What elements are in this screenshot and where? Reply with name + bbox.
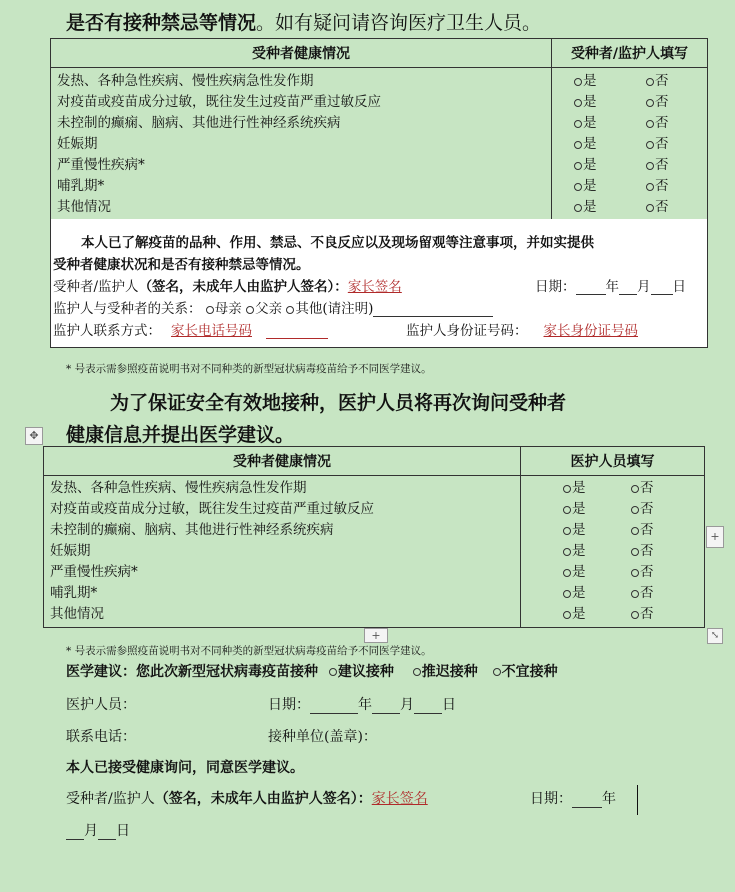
table1-answer-row [552, 155, 707, 176]
move-handle-icon[interactable]: ✥ [25, 427, 43, 445]
advise-vaccinate-radio[interactable]: 建议接种 [329, 661, 394, 681]
day-field[interactable] [651, 294, 673, 295]
yes-radio[interactable]: 是 [563, 541, 631, 562]
yes-radio[interactable]: 是 [563, 562, 631, 583]
consent-statement-2: 受种者健康状况和是否有接种禁忌等情况。 [53, 257, 310, 273]
table2-answer-row [521, 562, 704, 583]
yes-radio[interactable]: 是 [574, 92, 646, 113]
consent-box [50, 219, 708, 348]
table1-conditions [51, 68, 552, 222]
no-radio[interactable]: 否 [646, 197, 669, 218]
consent-signature-field[interactable]: 家长签名 [347, 279, 402, 295]
day-field[interactable] [414, 699, 442, 714]
table2-row: 严重慢性疾病* [50, 564, 138, 580]
radio-circle-icon [563, 590, 571, 598]
intro-line [66, 8, 541, 35]
mother-radio[interactable]: 母亲 [206, 297, 242, 317]
table2-row: 发热、各种急性疾病、慢性疾病急性发作期 [50, 480, 307, 496]
table1-col-right: 受种者/监护人填写 [552, 39, 708, 68]
unit-label: 接种单位(盖章)： [268, 729, 377, 745]
consent-date: 日期： 年 月 日 [535, 279, 686, 295]
contact-label: 联系电话： [66, 729, 136, 745]
radio-circle-icon [631, 569, 639, 577]
table2-row: 其他情况 [50, 606, 104, 622]
table1-answer-row [552, 176, 707, 197]
table1-row: 未控制的癫痫、脑病、其他进行性神经系统疾病 [57, 115, 341, 131]
no-radio[interactable]: 否 [631, 499, 654, 520]
table2-answers [521, 476, 705, 628]
table1-row: 对疫苗或疫苗成分过敏，既往发生过疫苗严重过敏反应 [57, 94, 381, 110]
other-radio[interactable]: 其他(请注明) [286, 297, 373, 317]
table2-answer-row [521, 604, 704, 625]
resize-icon[interactable]: ⤡ [707, 628, 723, 644]
table1-answer-row [552, 134, 707, 155]
final-date-cont: 月 日 [66, 820, 130, 840]
radio-circle-icon [631, 548, 639, 556]
footnote-1: * 号表示需参照疫苗说明书对不同种类的新型冠状病毒疫苗给予不同医学建议。 [66, 363, 432, 375]
radio-circle-icon [646, 183, 654, 191]
phone-field[interactable]: 家长电话号码 [171, 323, 252, 339]
no-radio[interactable]: 否 [646, 92, 669, 113]
radio-circle-icon [646, 99, 654, 107]
yes-radio[interactable]: 是 [563, 520, 631, 541]
phone-line: 监护人联系方式： 家长电话号码 [53, 319, 328, 339]
medical-advice-line: 医学建议：您此次新型冠状病毒疫苗接种 建议接种 推迟接种 不宜接种 [66, 661, 558, 681]
relation-line: 监护人与受种者的关系： 母亲 父亲 其他(请注明) [53, 297, 493, 317]
yes-radio[interactable]: 是 [574, 134, 646, 155]
radio-circle-icon [563, 527, 571, 535]
yes-radio[interactable]: 是 [563, 583, 631, 604]
text-cursor [637, 785, 638, 815]
table2-col-right: 医护人员填写 [521, 447, 705, 476]
table2-row: 未控制的癫痫、脑病、其他进行性神经系统疾病 [50, 522, 334, 538]
table2-answer-row [521, 499, 704, 520]
no-radio[interactable]: 否 [631, 604, 654, 625]
radio-circle-icon [631, 485, 639, 493]
radio-circle-icon [631, 611, 639, 619]
no-radio[interactable]: 否 [631, 541, 654, 562]
no-radio[interactable]: 否 [631, 583, 654, 604]
year-field[interactable] [572, 793, 602, 808]
table1-row: 严重慢性疾病* [57, 157, 145, 173]
consent-statement-1: 本人已了解疫苗的品种、作用、禁忌、不良反应以及现场留观等注意事项，并如实提供 [81, 235, 594, 251]
phone-underline [266, 324, 328, 339]
radio-circle-icon [631, 590, 639, 598]
year-field[interactable] [310, 699, 358, 714]
yes-radio[interactable]: 是 [563, 604, 631, 625]
table1-answer-row [552, 197, 707, 218]
no-radio[interactable]: 否 [631, 562, 654, 583]
table1-row: 发热、各种急性疾病、慢性疾病急性发作期 [57, 73, 314, 89]
staff-label: 医护人员： [66, 697, 136, 713]
radio-circle-icon [631, 527, 639, 535]
table2-answer-row [521, 478, 704, 499]
intro-bold: 是否有接种禁忌等情况 [66, 12, 257, 34]
radio-circle-icon [246, 306, 254, 314]
radio-circle-icon [563, 611, 571, 619]
radio-circle-icon [646, 162, 654, 170]
no-radio[interactable]: 否 [631, 478, 654, 499]
table2-col-left: 受种者健康情况 [44, 447, 521, 476]
yes-radio[interactable]: 是 [563, 499, 631, 520]
table2-answer-row [521, 541, 704, 562]
table2-answer-row [521, 520, 704, 541]
table1-answer-row [552, 71, 707, 92]
yes-radio[interactable]: 是 [574, 155, 646, 176]
month-field[interactable] [372, 699, 400, 714]
advise-postpone-radio[interactable]: 推迟接种 [413, 661, 478, 681]
no-radio[interactable]: 否 [646, 113, 669, 134]
table1-answers [552, 68, 708, 222]
radio-circle-icon [574, 99, 582, 107]
radio-circle-icon [646, 141, 654, 149]
radio-circle-icon [574, 162, 582, 170]
add-column-plus-icon[interactable]: + [706, 526, 724, 548]
radio-circle-icon [563, 548, 571, 556]
yes-radio[interactable]: 是 [574, 197, 646, 218]
day-field[interactable] [98, 825, 116, 840]
table2-row: 妊娠期 [50, 543, 91, 559]
yes-radio[interactable]: 是 [563, 478, 631, 499]
table1-answer-row [552, 113, 707, 134]
yes-radio[interactable]: 是 [574, 113, 646, 134]
table2-answer-row [521, 583, 704, 604]
table1-answer-row [552, 92, 707, 113]
radio-circle-icon [206, 306, 214, 314]
radio-circle-icon [574, 183, 582, 191]
table1-row: 其他情况 [57, 199, 111, 215]
table2-row: 对疫苗或疫苗成分过敏，既往发生过疫苗严重过敏反应 [50, 501, 374, 517]
advise-not-suitable-radio[interactable]: 不宜接种 [493, 661, 558, 681]
radio-circle-icon [563, 569, 571, 577]
no-radio[interactable]: 否 [646, 176, 669, 197]
radio-circle-icon [631, 506, 639, 514]
final-date: 日期： 年 [530, 791, 616, 807]
radio-circle-icon [493, 668, 501, 676]
radio-circle-icon [646, 204, 654, 212]
health-table-1 [50, 38, 708, 222]
yes-radio[interactable]: 是 [574, 71, 646, 92]
heading2-line2: 健康信息并提出医学建议。 [66, 424, 295, 446]
id-line: 监护人身份证号码： 家长身份证号码 [406, 323, 638, 339]
radio-circle-icon [574, 120, 582, 128]
radio-circle-icon [563, 485, 571, 493]
staff-date: 日期： 年 月 日 [268, 697, 456, 713]
radio-circle-icon [286, 306, 294, 314]
year-field[interactable] [576, 294, 606, 295]
radio-circle-icon [574, 78, 582, 86]
final-signer-line: 受种者/监护人（签名，未成年人由监护人签名）：家长签名 [66, 791, 428, 807]
month-field[interactable] [66, 825, 84, 840]
table1-row: 妊娠期 [57, 136, 98, 152]
table1-row: 哺乳期* [57, 178, 105, 194]
no-radio[interactable]: 否 [646, 134, 669, 155]
no-radio[interactable]: 否 [631, 520, 654, 541]
id-field[interactable]: 家长身份证号码 [543, 323, 638, 339]
consent-signer-line: 受种者/监护人（签名，未成年人由监护人签名）：家长签名 [53, 279, 402, 295]
radio-circle-icon [563, 506, 571, 514]
radio-circle-icon [329, 668, 337, 676]
yes-radio[interactable]: 是 [574, 176, 646, 197]
other-relation-field[interactable] [373, 316, 493, 317]
radio-circle-icon [574, 204, 582, 212]
intro-rest: 。如有疑问请咨询医疗卫生人员。 [256, 12, 542, 34]
table2-conditions [44, 476, 521, 628]
radio-circle-icon [413, 668, 421, 676]
final-signature-field[interactable]: 家长签名 [371, 791, 428, 807]
heading2-line1: 为了保证安全有效地接种，医护人员将再次询问受种者 [110, 392, 567, 414]
radio-circle-icon [574, 141, 582, 149]
table2-row: 哺乳期* [50, 585, 98, 601]
footnote-2: * 号表示需参照疫苗说明书对不同种类的新型冠状病毒疫苗给予不同医学建议。 [66, 645, 432, 657]
table1-col-left: 受种者健康情况 [51, 39, 552, 68]
no-radio[interactable]: 否 [646, 71, 669, 92]
add-row-plus-icon[interactable]: + [364, 628, 388, 643]
no-radio[interactable]: 否 [646, 155, 669, 176]
radio-circle-icon [646, 78, 654, 86]
health-table-2 [43, 446, 705, 628]
father-radio[interactable]: 父亲 [246, 297, 282, 317]
radio-circle-icon [646, 120, 654, 128]
agree-statement: 本人已接受健康询问，同意医学建议。 [66, 760, 304, 776]
month-field[interactable] [619, 294, 637, 295]
